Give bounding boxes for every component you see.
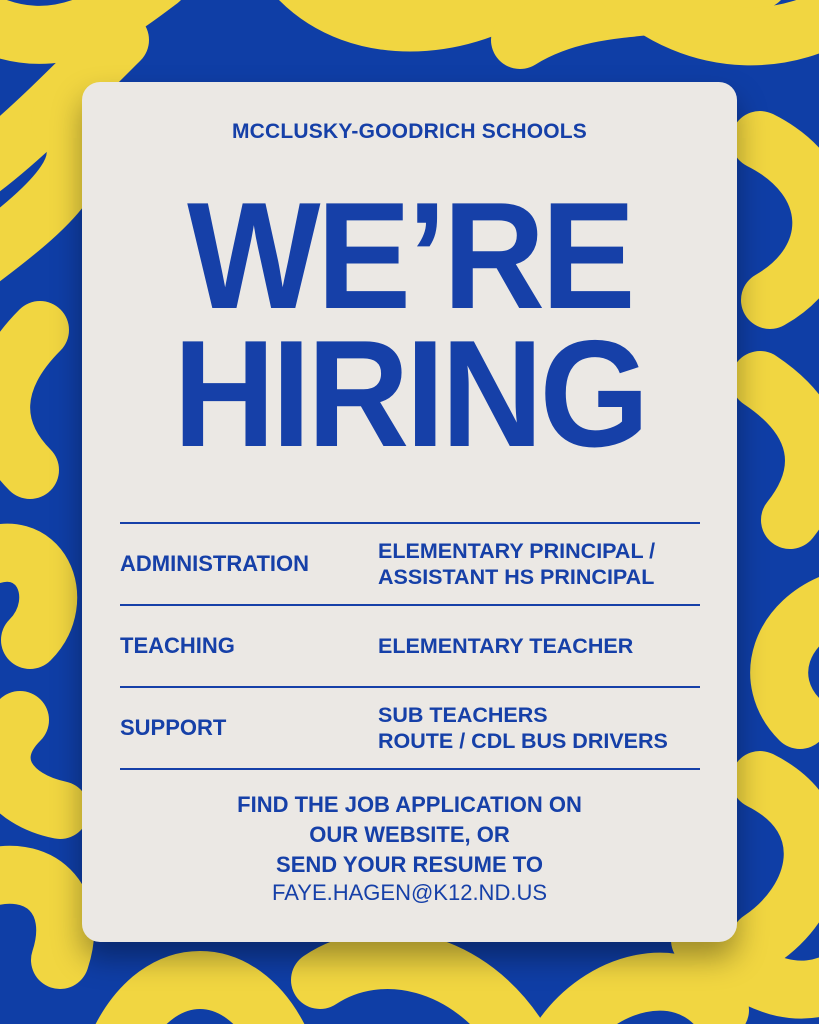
contact-email[interactable]: FAYE.HAGEN@K12.ND.US [272,880,547,905]
roles-list [378,538,655,590]
category-label: SUPPORT [120,715,227,740]
position-row-support [120,688,700,768]
positions-table [120,522,700,770]
headline-line-2: HIRING [173,309,646,479]
role-item: ELEMENTARY PRINCIPAL / [378,539,656,563]
roles-list [378,633,633,659]
position-row-teaching [120,606,700,686]
divider [120,768,700,770]
cta-line: FIND THE JOB APPLICATION ON [237,792,582,817]
call-to-action [82,790,737,880]
cta-line: OUR WEBSITE, OR [309,822,510,847]
role-item: ELEMENTARY TEACHER [378,634,634,658]
role-item: ASSISTANT HS PRINCIPAL [378,565,655,589]
category-label: TEACHING [120,633,235,658]
hiring-card [82,82,737,942]
category-label: ADMINISTRATION [120,551,310,576]
cta-line: SEND YOUR RESUME TO [276,852,543,877]
roles-list [378,702,668,754]
school-name: MCCLUSKY-GOODRICH SCHOOLS [231,120,587,143]
role-item: SUB TEACHERS [378,703,548,727]
headline-line-1: WE’RE [187,171,632,341]
position-row-administration [120,524,700,604]
role-item: ROUTE / CDL BUS DRIVERS [378,729,668,753]
